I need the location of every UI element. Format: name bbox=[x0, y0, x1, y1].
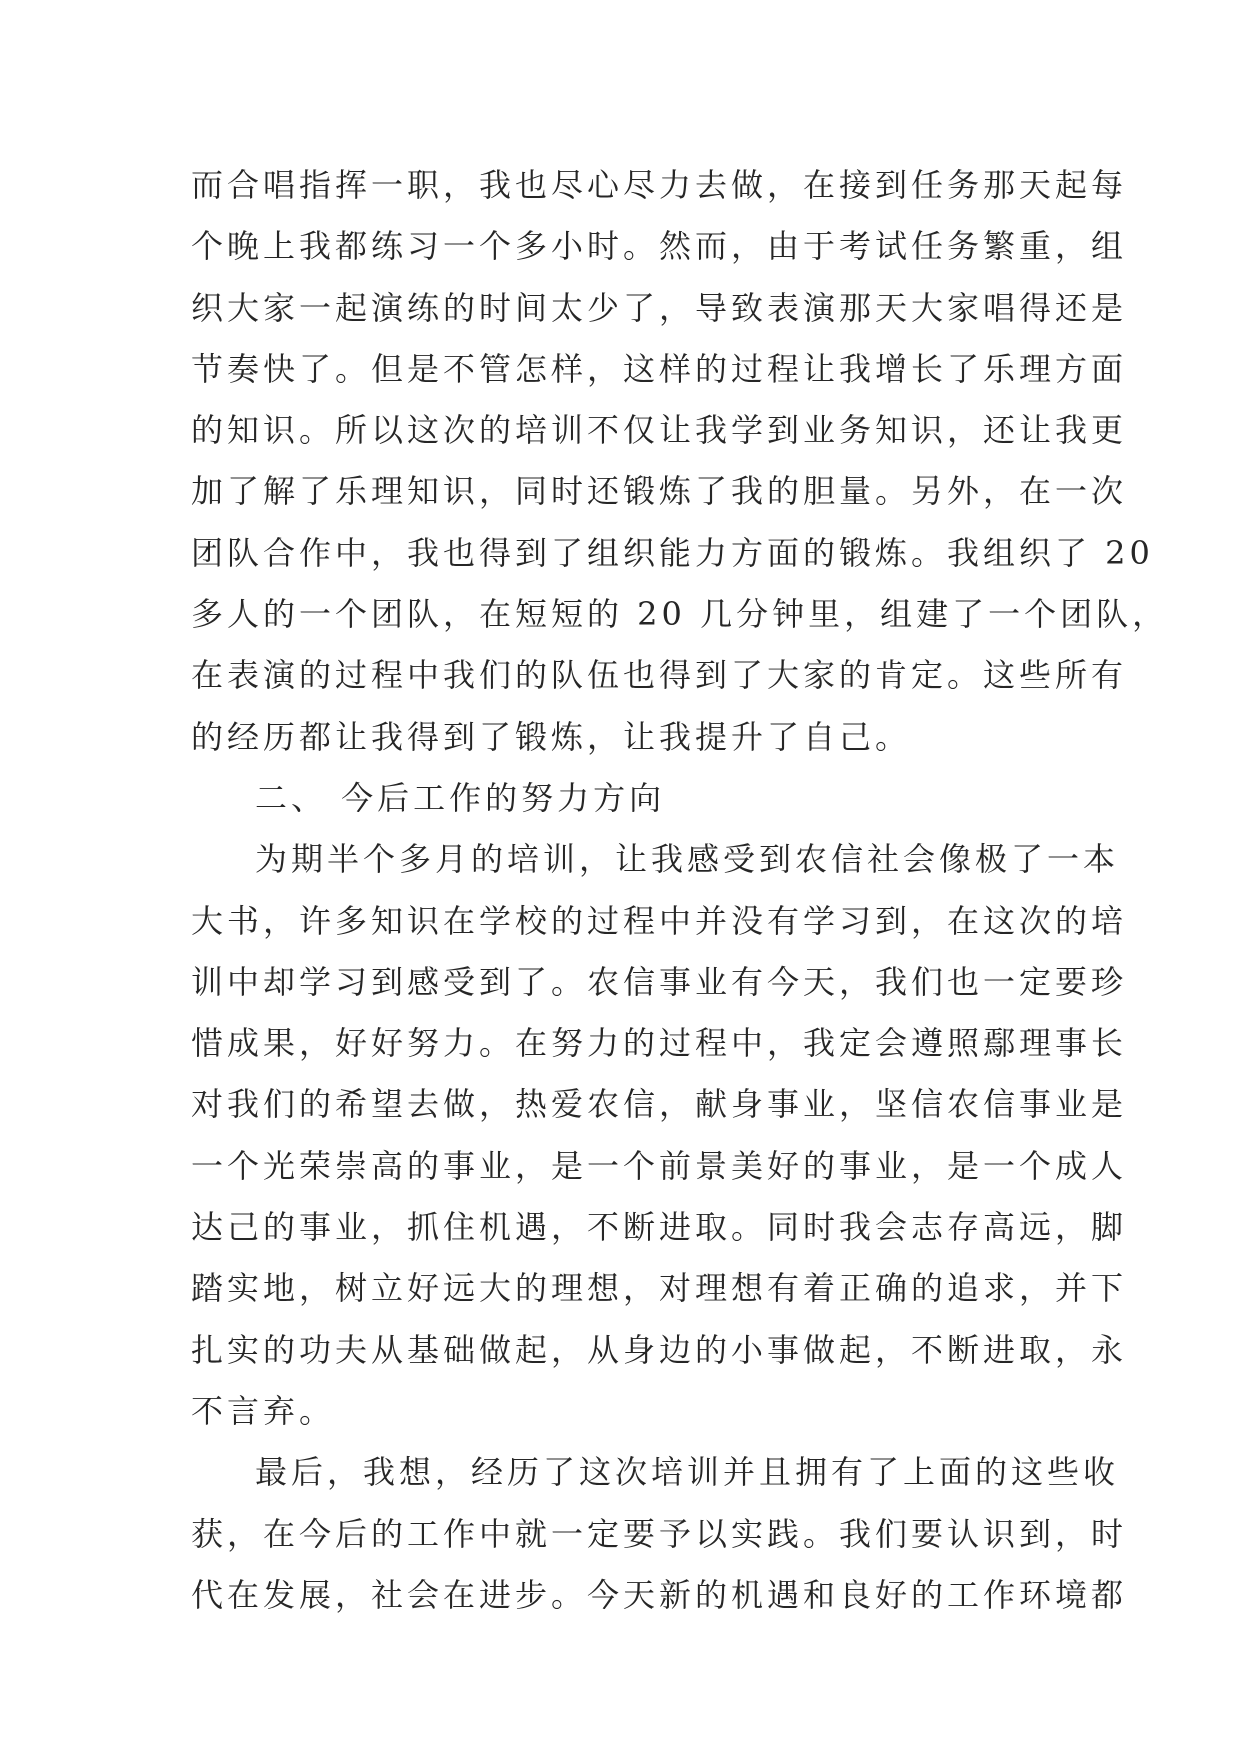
text-line: 惜成果，好好努力。在努力的过程中，我定会遵照鄢理事长 bbox=[191, 1024, 1128, 1063]
text-line: 在表演的过程中我们的队伍也得到了大家的肯定。这些所有 bbox=[191, 656, 1128, 695]
text-line: 扎实的功夫从基础做起，从身边的小事做起，不断进取，永 bbox=[191, 1330, 1128, 1369]
text-line: 而合唱指挥一职，我也尽心尽力去做，在接到任务那天起每 bbox=[191, 166, 1128, 204]
text-line: 的知识。所以这次的培训不仅让我学到业务知识，还让我更 bbox=[191, 411, 1128, 450]
text-line: 不言弃。 bbox=[191, 1391, 336, 1430]
text-line: 节奏快了。但是不管怎样，这样的过程让我增长了乐理方面 bbox=[191, 349, 1128, 388]
text-line: 大书，许多知识在学校的过程中并没有学习到，在这次的培 bbox=[191, 901, 1128, 940]
text-line: 一个光荣崇高的事业，是一个前景美好的事业，是一个成人 bbox=[191, 1146, 1128, 1185]
text-line: 达己的事业，抓住机遇，不断进取。同时我会志存高远，脚 bbox=[191, 1208, 1128, 1247]
text-line: 的经历都让我得到了锻炼，让我提升了自己。 bbox=[191, 717, 912, 756]
paragraph-first-line: 最后，我想，经历了这次培训并且拥有了上面的这些收 bbox=[255, 1453, 1120, 1492]
text-line: 踏实地，树立好远大的理想，对理想有着正确的追求，并下 bbox=[191, 1269, 1128, 1308]
text-line: 对我们的希望去做，热爱农信，献身事业，坚信农信事业是 bbox=[191, 1085, 1128, 1124]
text-line: 织大家一起演练的时间太少了，导致表演那天大家唱得还是 bbox=[191, 288, 1128, 327]
section-heading: 二、 今后工作的努力方向 bbox=[255, 778, 666, 817]
document-body bbox=[191, 155, 1169, 1626]
paragraph-first-line: 为期半个多月的培训，让我感受到农信社会像极了一本 bbox=[255, 840, 1120, 879]
text-line: 训中却学习到感受到了。农信事业有今天，我们也一定要珍 bbox=[191, 962, 1128, 1001]
text-line: 加了解了乐理知识，同时还锻炼了我的胆量。另外，在一次 bbox=[191, 472, 1128, 511]
text-line: 代在发展，社会在进步。今天新的机遇和良好的工作环境都 bbox=[191, 1575, 1128, 1614]
text-line: 团队合作中，我也得到了组织能力方面的锻炼。我组织了 20 bbox=[191, 533, 1154, 572]
text-line: 获，在今后的工作中就一定要予以实践。我们要认识到，时 bbox=[191, 1514, 1128, 1553]
text-line: 个晚上我都练习一个多小时。然而，由于考试任务繁重，组 bbox=[191, 227, 1128, 266]
text-line: 多人的一个团队，在短短的 20 几分钟里，组建了一个团队， bbox=[191, 595, 1169, 634]
